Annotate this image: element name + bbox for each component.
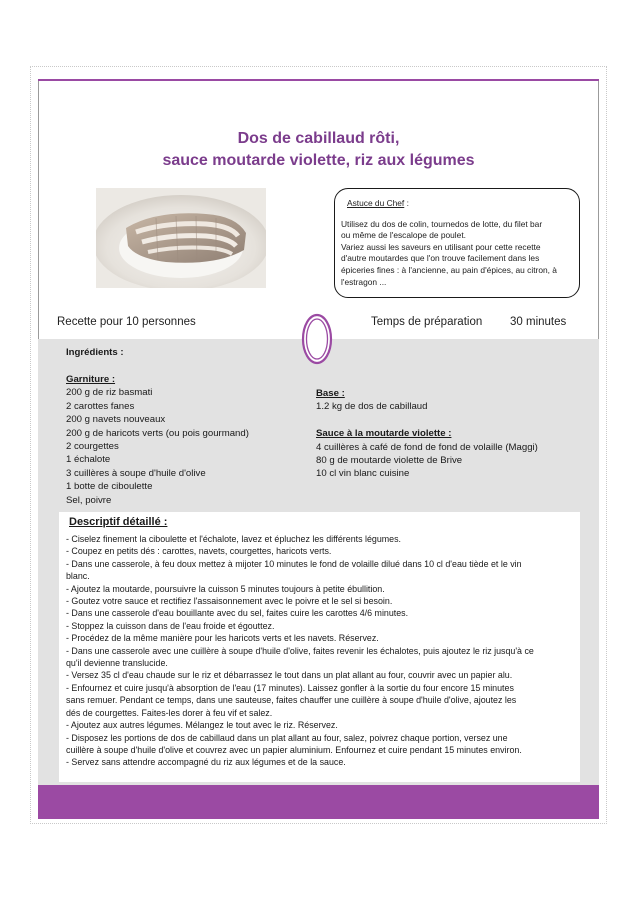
step-line: - Servez sans attendre accompagné du riz aux légumes et de la sauce.: [66, 757, 346, 768]
ingredient-item: 1 échalote: [66, 454, 111, 466]
ingredient-item: 10 cl vin blanc cuisine: [316, 468, 410, 480]
garniture-heading: Garniture :: [66, 374, 116, 385]
chef-tip-colon: :: [404, 198, 409, 208]
chef-tip-line: Utilisez du dos de colin, tournedos de lotte, du filet bar: [341, 218, 543, 229]
dish-photo: [96, 188, 266, 288]
step-line: - Dans une casserole d'eau bouillante avec du sel, faites cuire les carottes 4/6 minutes.: [66, 608, 409, 619]
step-line: sans remuer. Pendant ce temps, dans une sauteuse, faites chauffer une cuillère à soupe d'huile d'olive, ajoutez les: [66, 695, 517, 706]
step-line: - Stoppez la cuisson dans de l'eau froide et égouttez.: [66, 620, 275, 631]
step-line: - Procédez de la même manière pour les haricots verts et les navets. Réservez.: [66, 633, 379, 644]
ingredients-heading: Ingrédients :: [66, 347, 124, 358]
ingredient-item: 4 cuillères à café de fond de fond de volaille (Maggi): [316, 441, 538, 453]
title-line-2: sauce moutarde violette, riz aux légumes: [162, 152, 475, 169]
base-heading: Base :: [316, 388, 345, 399]
step-line: blanc.: [66, 571, 90, 582]
chef-tip-box: [334, 188, 580, 298]
ingredient-item: 2 carottes fanes: [66, 400, 135, 412]
sauce-heading: Sauce à la moutarde violette :: [316, 428, 452, 440]
step-line: cuillère à soupe d'huile d'olive et couvrez avec un papier aluminium. Enfournez et cuire pendant 15 minutes environ.: [66, 744, 522, 755]
decorative-oval: [301, 313, 333, 365]
recipe-title: [38, 128, 599, 172]
step-line: - Versez 35 cl d'eau chaude sur le riz et débarrassez le tout dans un plat allant au four, couvrir avec un papier alu.: [66, 670, 513, 681]
chef-tip-line: ou même de l'escalope de poulet.: [341, 230, 466, 241]
step-line: - Ajoutez la moutarde, poursuivre la cuisson 5 minutes toujours à petite ébullition.: [66, 583, 385, 594]
title-line-1: Dos de cabillaud rôti,: [237, 130, 400, 147]
chef-tip-line: épiceries fines : à l'ancienne, au pain d'épices, au citron, à: [341, 264, 557, 275]
garniture-column: [66, 373, 306, 507]
prep-time-value: 30 minutes: [510, 316, 567, 328]
ingredient-item: 3 cuillères à soupe d'huile d'olive: [66, 467, 206, 479]
chef-tip-heading: [347, 198, 569, 210]
base-sauce-column: [316, 387, 596, 481]
ingredient-item: 200 g navets nouveaux: [66, 414, 166, 426]
chef-tip-line: l'estragon ...: [341, 276, 387, 287]
step-line: qu'il devienne translucide.: [66, 658, 168, 669]
chef-tip-title: Astuce du Chef: [347, 198, 405, 208]
step-line: - Enfournez et cuire jusqu'à absorption de l'eau (17 minutes). Laissez gonfler à la sortie du four encore 15 minutes: [66, 682, 514, 693]
ingredient-item: 1.2 kg de dos de cabillaud: [316, 401, 428, 413]
step-line: - Ciselez finement la ciboulette et l'échalote, lavez et épluchez les différents légumes.: [66, 534, 402, 544]
ingredient-item: 200 g de haricots verts (ou pois gourmand): [66, 427, 249, 439]
top-accent-line: [38, 79, 599, 81]
spacer: [316, 414, 596, 427]
step-line: - Ajoutez aux autres légumes. Mélangez le tout avec le riz. Réservez.: [66, 720, 338, 731]
step-line: - Dans une casserole, à feu doux mettez à mijoter 10 minutes le fond de volaille dilué dans 10 cl d'eau tiède et le vin: [66, 558, 522, 569]
prep-time-label: Temps de préparation: [371, 316, 483, 328]
footer-band: [38, 785, 599, 819]
step-line: - Disposez les portions de dos de cabillaud dans un plat allant au four, salez, poivrez chaque portion, versez une: [66, 732, 508, 743]
chef-tip-line: d'autre moutardes que l'on trouve facilement dans les: [341, 253, 540, 264]
step-line: - Goutez votre sauce et rectifiez l'assaisonnement avec le poivre et le sel si besoin.: [66, 596, 393, 607]
step-line: dés de courgettes. Faites-les dorer à feu vif et salez.: [66, 707, 273, 718]
description-heading: Descriptif détaillé :: [69, 516, 168, 528]
ingredient-item: 2 courgettes: [66, 441, 119, 453]
description-steps: [66, 533, 578, 769]
chef-tip-line: Variez aussi les saveurs en utilisant pour cette recette: [341, 241, 541, 252]
servings-label: Recette pour 10 personnes: [57, 316, 196, 328]
ingredient-item: Sel, poivre: [66, 494, 112, 506]
step-line: - Coupez en petits dés : carottes, navets, courgettes, haricots verts.: [66, 546, 332, 557]
ingredient-item: 200 g de riz basmati: [66, 387, 153, 399]
ingredient-item: 80 g de moutarde violette de Brive: [316, 455, 463, 467]
step-line: - Dans une casserole avec une cuillère à soupe d'huile d'olive, faites revenir les échalotes, puis ajoutez le riz jusqu'à ce: [66, 645, 534, 656]
ingredient-item: 1 botte de ciboulette: [66, 481, 153, 493]
